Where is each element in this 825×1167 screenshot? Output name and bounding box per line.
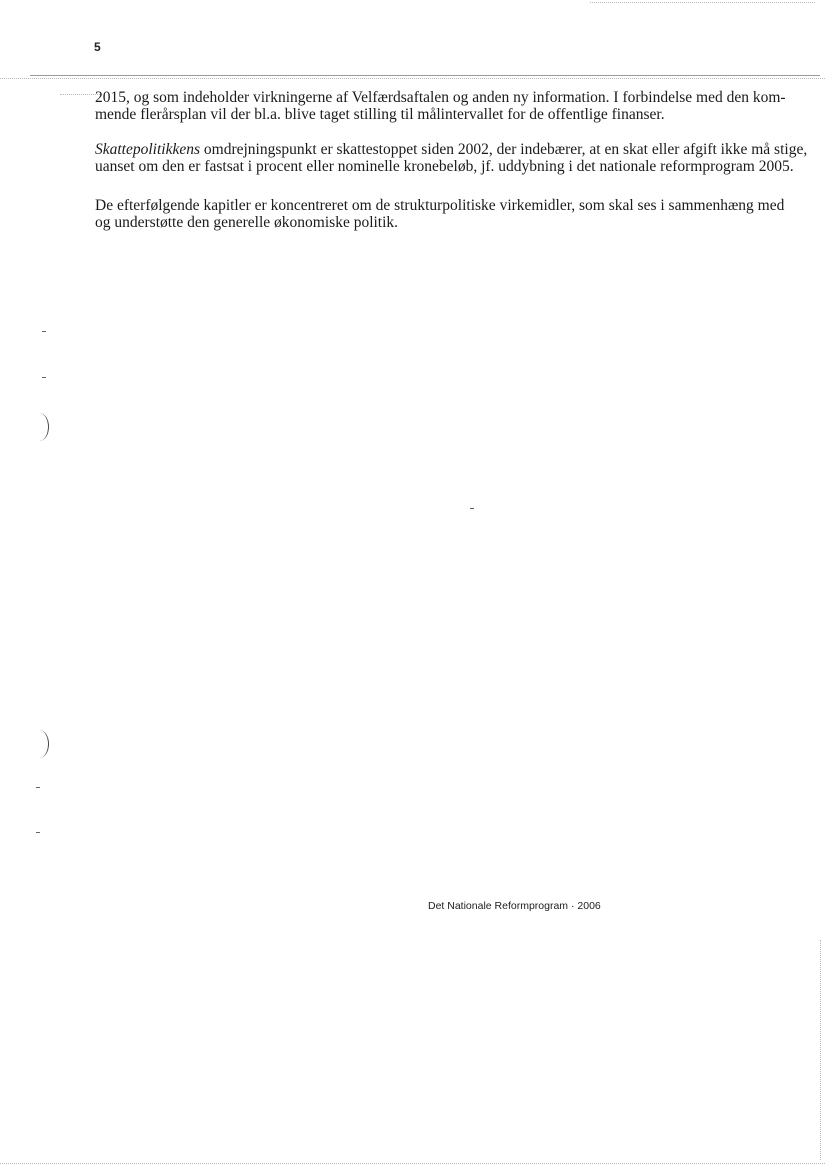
footer-publication-title: Det Nationale Reformprogram · 2006 xyxy=(428,900,601,912)
scan-artifact-header-rule-3 xyxy=(60,94,100,95)
scan-artifact-right-edge xyxy=(820,940,821,1160)
scan-artifact-header-rule xyxy=(30,75,820,76)
paragraph-line: 2015, og som indeholder virkningerne af Velfærdsaftalen og anden ny information. I forbindelse med den kom- xyxy=(95,89,786,106)
scan-speck xyxy=(42,331,46,332)
paragraph-line: og understøtte den generelle økonomiske politik. xyxy=(95,214,399,231)
paragraph-line-rest: omdrejningspunkt er skattestoppet siden 2002, der indebærer, at en skat eller afgift ikke må stige, xyxy=(200,141,808,158)
paragraph-line: mende flerårsplan vil der bl.a. blive taget stilling til målintervallet for de offentlige finanser. xyxy=(95,106,665,123)
scan-speck xyxy=(36,787,40,788)
page-number: 5 xyxy=(94,40,101,54)
scan-speck xyxy=(470,508,474,509)
punch-hole-mark-bottom xyxy=(30,730,49,758)
scan-artifact-header-rule-2 xyxy=(0,78,825,79)
scan-artifact-bottom xyxy=(0,1163,825,1164)
italic-term: Skattepolitikkens xyxy=(95,141,201,158)
paragraph-line: De efterfølgende kapitler er koncentreret om de strukturpolitiske virkemidler, som skal ses i sammenhæng med xyxy=(95,197,785,214)
scan-artifact-top xyxy=(590,2,815,3)
scan-speck xyxy=(36,832,40,833)
paragraph-tax-policy xyxy=(95,141,808,175)
punch-hole-mark-top xyxy=(30,413,49,441)
paragraph-line: uanset om den er fastsat i procent eller nominelle kronebeløb, jf. uddybning i det nationale reformprogram 2005. xyxy=(95,158,794,175)
paragraph-fiscal-plan xyxy=(95,89,786,123)
paragraph-line-with-italic xyxy=(95,141,808,158)
scan-speck xyxy=(42,377,46,378)
paragraph-structural-policy xyxy=(95,197,785,231)
